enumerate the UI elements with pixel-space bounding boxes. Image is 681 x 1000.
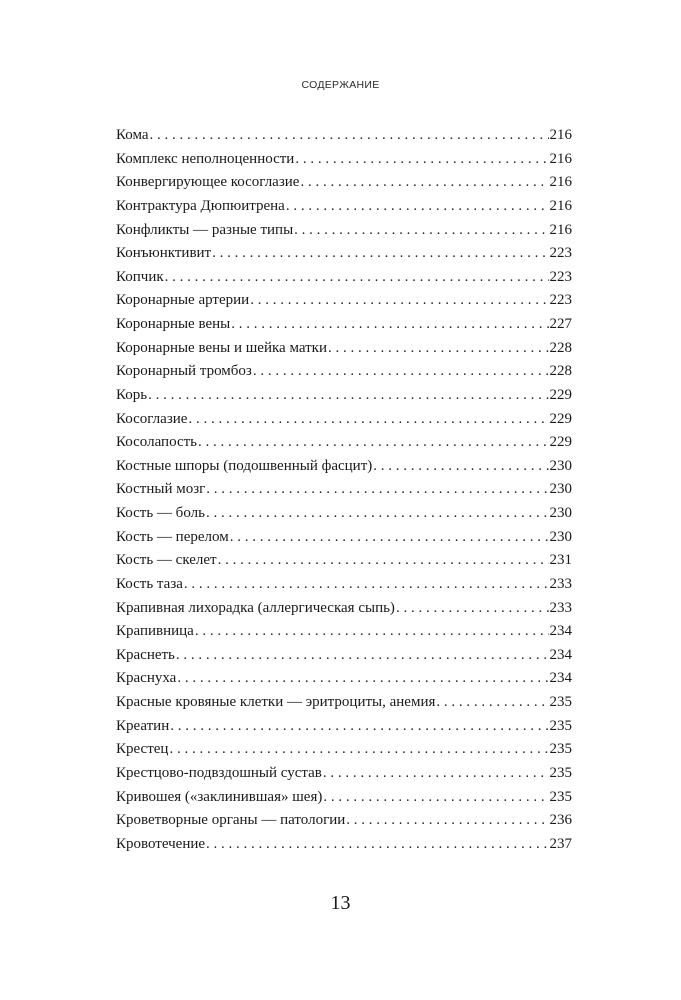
toc-dot-leader (373, 455, 548, 479)
toc-entry (116, 597, 572, 621)
toc-entry-title: Конъюнктивит (116, 245, 212, 262)
toc-entry (116, 171, 572, 195)
toc-entry-title: Костные шпоры (подошвенный фасцит) (116, 457, 373, 474)
toc-dot-leader (253, 360, 549, 384)
toc-dot-leader (346, 809, 548, 833)
toc-entry-title: Кость таза (116, 575, 183, 592)
toc-entry (116, 266, 572, 290)
toc-entry-title: Крапивница (116, 623, 194, 640)
table-of-contents (116, 124, 572, 856)
toc-entry (116, 337, 572, 361)
toc-entry-title: Краснеть (116, 646, 175, 663)
toc-entry (116, 644, 572, 668)
toc-entry-title: Косолапость (116, 434, 197, 451)
toc-entry-title: Крестцово-подвздошный сустав (116, 764, 322, 781)
toc-entry (116, 408, 572, 432)
toc-dot-leader (295, 148, 548, 172)
toc-dot-leader (436, 691, 548, 715)
toc-entry (116, 431, 572, 455)
toc-entry-title: Коронарные вены и шейка матки (116, 339, 327, 356)
toc-dot-leader (323, 786, 548, 810)
toc-entry-title: Кость — скелет (116, 552, 217, 569)
toc-dot-leader (328, 337, 549, 361)
toc-entry (116, 502, 572, 526)
toc-entry (116, 809, 572, 833)
toc-entry-title: Кривошея («заклинившая» шея) (116, 788, 323, 805)
toc-dot-leader (286, 195, 549, 219)
toc-dot-leader (148, 384, 548, 408)
toc-dot-leader (250, 289, 548, 313)
toc-entry-title: Контрактура Дюпюитрена (116, 197, 285, 214)
toc-entry (116, 313, 572, 337)
toc-dot-leader (206, 502, 549, 526)
toc-entry-title: Крапивная лихорадка (аллергическая сыпь) (116, 599, 395, 616)
toc-entry-title: Красные кровяные клетки — эритроциты, анемия (116, 694, 436, 710)
toc-entry-title: Конвергирующее косоглазие (116, 174, 300, 191)
toc-dot-leader (300, 171, 548, 195)
toc-entry-page: 216 (549, 127, 572, 143)
toc-entry-page: 228 (549, 363, 572, 380)
toc-entry-page: 235 (549, 717, 572, 734)
toc-entry-page: 223 (549, 268, 572, 285)
running-header: СОДЕРЖАНИЕ (301, 79, 380, 91)
toc-entry-page: 235 (549, 764, 572, 781)
toc-entry-title: Кроветворные органы — патологии (116, 812, 346, 829)
toc-entry-page: 231 (549, 552, 572, 569)
toc-entry-page: 235 (549, 741, 572, 758)
toc-dot-leader (218, 549, 549, 573)
toc-dot-leader (396, 597, 549, 621)
toc-entry-page: 236 (549, 812, 572, 829)
toc-entry-page: 234 (549, 670, 572, 687)
toc-entry-page: 230 (549, 528, 572, 545)
toc-dot-leader (176, 644, 549, 668)
toc-dot-leader (206, 833, 548, 857)
toc-entry-title: Креатин (116, 717, 170, 734)
toc-dot-leader (169, 738, 548, 762)
toc-entry-title: Коронарные артерии (116, 292, 250, 309)
toc-entry (116, 124, 572, 148)
toc-entry-page: 227 (549, 316, 572, 332)
toc-entry-title: Корь (116, 386, 148, 403)
toc-entry-page: 235 (549, 694, 572, 710)
toc-entry-page: 230 (549, 457, 572, 474)
toc-entry-title: Комплекс неполноценности (116, 150, 295, 167)
toc-entry-page: 228 (549, 339, 572, 356)
toc-entry (116, 289, 572, 313)
toc-entry (116, 148, 572, 172)
toc-entry (116, 620, 572, 644)
toc-entry (116, 691, 572, 715)
toc-entry-page: 234 (549, 623, 572, 640)
toc-entry (116, 573, 572, 597)
toc-entry-title: Кровотечение (116, 835, 206, 852)
toc-entry (116, 242, 572, 266)
toc-dot-leader (198, 431, 549, 455)
toc-entry (116, 715, 572, 739)
toc-entry-page: 216 (549, 221, 572, 238)
toc-entry (116, 526, 572, 550)
toc-entry (116, 360, 572, 384)
toc-entry-page: 229 (549, 434, 572, 451)
toc-entry-page: 237 (549, 835, 572, 852)
toc-entry-page: 223 (549, 245, 572, 262)
toc-entry-title: Коронарные вены (116, 316, 231, 332)
toc-entry (116, 455, 572, 479)
toc-entry-title: Копчик (116, 268, 164, 285)
toc-entry-page: 216 (549, 150, 572, 167)
toc-dot-leader (165, 266, 549, 290)
toc-entry-page: 233 (549, 575, 572, 592)
toc-dot-leader (150, 124, 549, 148)
toc-dot-leader (294, 219, 548, 243)
toc-entry (116, 195, 572, 219)
toc-entry-page: 230 (549, 481, 572, 498)
toc-entry-title: Краснуха (116, 670, 177, 687)
toc-dot-leader (323, 762, 549, 786)
toc-entry-page: 230 (549, 505, 572, 521)
toc-entry-title: Кома (116, 127, 149, 143)
toc-entry-page: 235 (549, 788, 572, 805)
toc-entry-page: 223 (549, 292, 572, 309)
toc-entry-title: Косоглазие (116, 410, 188, 427)
toc-dot-leader (230, 526, 549, 550)
page-number: 13 (330, 892, 351, 914)
toc-entry-title: Кость — боль (116, 505, 205, 521)
toc-dot-leader (212, 242, 548, 266)
toc-entry-page: 216 (549, 174, 572, 191)
toc-entry-page: 234 (549, 646, 572, 663)
toc-entry (116, 219, 572, 243)
toc-entry (116, 549, 572, 573)
toc-entry (116, 786, 572, 810)
toc-entry-title: Костный мозг (116, 481, 206, 498)
toc-entry-title: Кость — перелом (116, 528, 229, 545)
toc-entry-title: Коронарный тромбоз (116, 363, 252, 380)
toc-entry (116, 833, 572, 857)
toc-entry-title: Конфликты — разные типы (116, 221, 294, 238)
toc-entry (116, 762, 572, 786)
toc-dot-leader (195, 620, 549, 644)
toc-dot-leader (177, 667, 548, 691)
toc-entry (116, 384, 572, 408)
toc-entry (116, 738, 572, 762)
toc-entry-page: 229 (549, 410, 572, 427)
toc-entry (116, 667, 572, 691)
toc-entry-page: 233 (549, 599, 572, 616)
toc-dot-leader (231, 313, 548, 337)
toc-entry (116, 478, 572, 502)
toc-dot-leader (188, 408, 548, 432)
toc-dot-leader (170, 715, 548, 739)
toc-entry-title: Крестец (116, 741, 169, 758)
toc-entry-page: 216 (549, 197, 572, 214)
toc-entry-page: 229 (549, 386, 572, 403)
toc-dot-leader (206, 478, 548, 502)
toc-dot-leader (184, 573, 549, 597)
